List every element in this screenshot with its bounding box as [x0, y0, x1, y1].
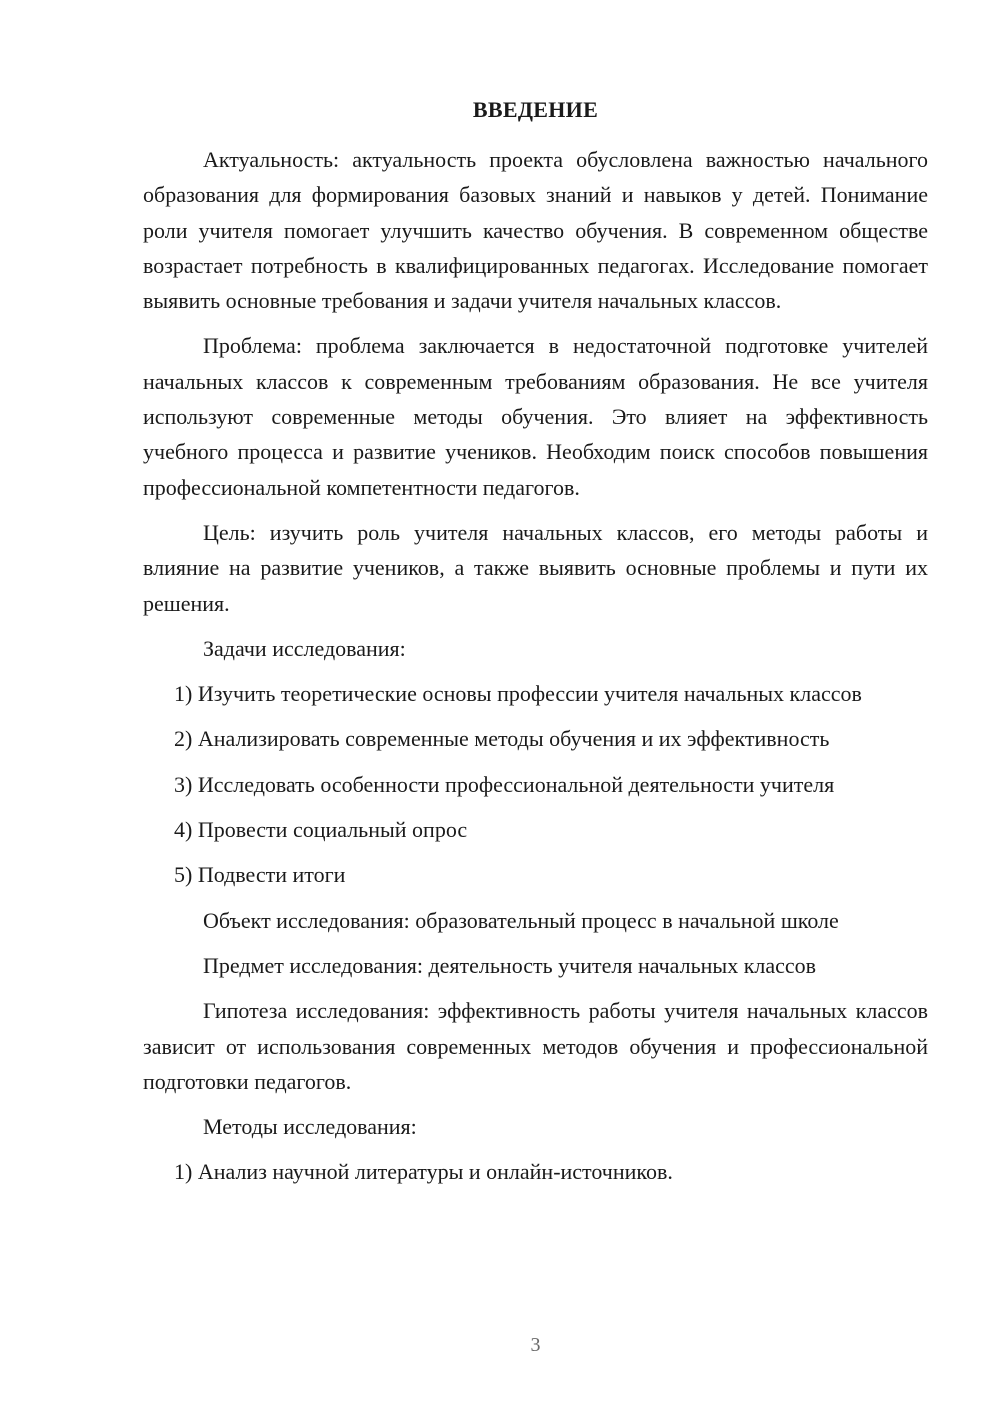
task-item: 4) Провести социальный опрос — [174, 817, 468, 843]
task-item: 3) Исследовать особенности профессиональной деятельности учителя — [174, 771, 835, 797]
paragraph-relevance: Актуальность: актуальность проекта обусловлена важностью начального образования для формирования базовых знаний и навыков у детей. Понимание роли учителя помогает улучшить качество обучения. В современном обществе возрастает потребность в квалифицированных педагогах. Исследование помогает выявить основные требования и задачи учителя начальных классов. — [143, 147, 928, 314]
tasks-heading: Задачи исследования: — [203, 635, 406, 661]
task-item: 1) Изучить теоретические основы профессии учителя начальных классов — [174, 681, 862, 707]
method-item: 1) Анализ научной литературы и онлайн-источников. — [174, 1159, 673, 1185]
page-title: ВВЕДЕНИЕ — [472, 97, 599, 122]
paragraph-goal: Цель: изучить роль учителя начальных классов, его методы работы и влияние на развитие учеников, а также выявить основные проблемы и пути их решения. — [143, 519, 928, 616]
methods-heading: Методы исследования: — [203, 1114, 417, 1140]
document-body — [143, 142, 928, 1200]
paragraph-subject: Предмет исследования: деятельность учителя начальных классов — [203, 952, 817, 978]
paragraph-hypothesis: Гипотеза исследования: эффективность работы учителя начальных классов зависит от использования современных методов обучения и профессиональной подготовки педагогов. — [143, 998, 928, 1094]
task-item: 2) Анализировать современные методы обучения и их эффективность — [174, 726, 830, 752]
page-number: 3 — [530, 1334, 541, 1356]
paragraph-object: Объект исследования: образовательный процесс в начальной школе — [203, 907, 839, 933]
paragraph-problem: Проблема: проблема заключается в недостаточной подготовке учителей начальных классов к современным требованиям образования. Не все учителя используют современные методы обучения. Это влияет на эффективность учебного процесса и развитие учеников. Необходим поиск способов повышения профессиональной компетентности педагогов. — [143, 333, 928, 500]
task-item: 5) Подвести итоги — [174, 862, 346, 888]
